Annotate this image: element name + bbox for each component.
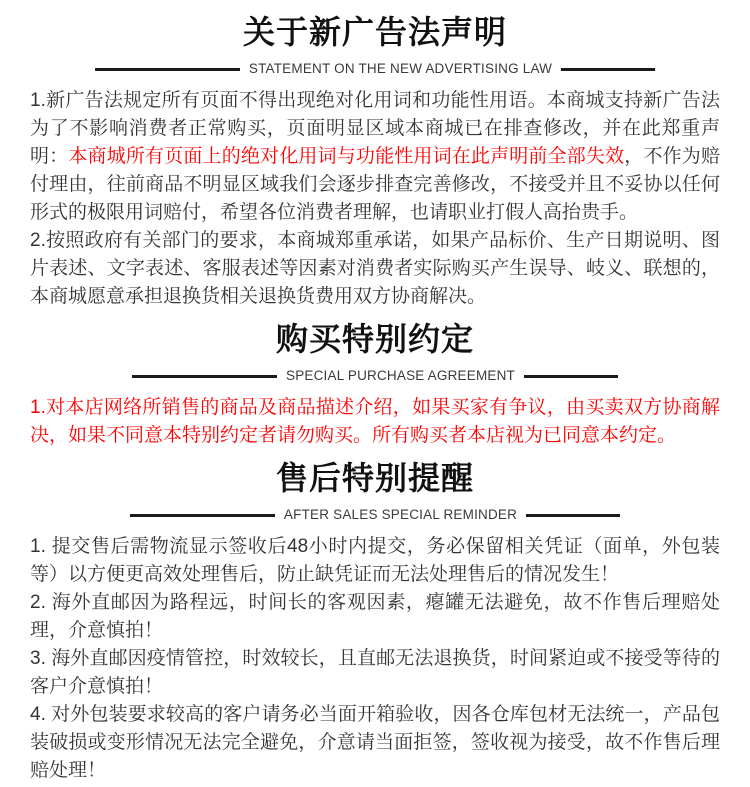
section-divider bbox=[0, 507, 750, 523]
section-body bbox=[0, 394, 750, 450]
paragraph-new-ad-law-1 bbox=[30, 87, 720, 227]
section-title-advertising-law: 关于新广告法声明 bbox=[242, 14, 507, 50]
section-subtitle-advertising-law: STATEMENT ON THE NEW ADVERTISING LAW bbox=[248, 61, 553, 76]
text-segment-highlight-red: 1.对本店网络所销售的商品及商品描述介绍，如果买家有争议，由买卖双方协商解决，如果不同意本特别约定者请勿购买。所有购买者本店视为已同意本约定。 bbox=[30, 397, 720, 446]
text-segment: ，不作为赔付理由，往前商品不明显区域我们会逐步排查完善修改，不接受并且不妥协以任何形式的极限用词赔付，希望各位消费者理解，也请职业打假人高抬贵手。 bbox=[30, 146, 720, 223]
section-subtitle-purchase-agreement: SPECIAL PURCHASE AGREEMENT bbox=[285, 368, 515, 383]
divider-line-left-icon bbox=[130, 514, 275, 517]
section-body bbox=[0, 533, 750, 785]
divider-line-right-icon bbox=[524, 375, 618, 378]
paragraph-new-ad-law-2 bbox=[30, 227, 720, 311]
paragraph-after-sales-2 bbox=[30, 589, 720, 645]
section-subtitle-after-sales: AFTER SALES SPECIAL REMINDER bbox=[283, 507, 518, 522]
text-segment: 3. 海外直邮因疫情管控，时效较长，且直邮无法退换货，时间紧迫或不接受等待的客户介意慎拍！ bbox=[30, 648, 720, 697]
section-divider bbox=[0, 61, 750, 77]
section-title-after-sales: 售后特别提醒 bbox=[275, 460, 474, 496]
paragraph-after-sales-4 bbox=[30, 701, 720, 785]
divider-line-right-icon bbox=[561, 68, 655, 71]
paragraph-after-sales-1 bbox=[30, 533, 720, 589]
text-segment: 4. 对外包装要求较高的客户请务必当面开箱验收，因各仓库包材无法统一，产品包装破损或变形情况无法完全避免，介意请当面拒签，签收视为接受，故不作售后理赔处理！ bbox=[30, 704, 720, 781]
divider-line-left-icon bbox=[132, 375, 277, 378]
text-segment: 2. 海外直邮因为路程远，时间长的客观因素，瘪罐无法避免，故不作售后理赔处理，介意慎拍！ bbox=[30, 592, 720, 641]
section-title-purchase-agreement: 购买特别约定 bbox=[275, 321, 474, 357]
paragraph-purchase-agreement bbox=[30, 394, 720, 450]
section-body bbox=[0, 87, 750, 311]
paragraph-after-sales-3 bbox=[30, 645, 720, 701]
text-segment: 2.按照政府有关部门的要求，本商城郑重承诺，如果产品标价、生产日期说明、图片表述、文字表述、客服表述等因素对消费者实际购买产生误导、岐义、联想的，本商城愿意承担退换货相关退换货费用双方协商解决。 bbox=[30, 230, 720, 307]
section-divider bbox=[0, 368, 750, 384]
text-segment: 1. 提交售后需物流显示签收后48小时内提交，务必保留相关凭证（面单，外包装等）以方便更高效处理售后，防止缺凭证而无法处理售后的情况发生！ bbox=[30, 536, 720, 585]
divider-line-left-icon bbox=[95, 68, 240, 71]
section-after-sales bbox=[0, 458, 750, 785]
divider-line-right-icon bbox=[526, 514, 620, 517]
section-purchase-agreement bbox=[0, 319, 750, 450]
text-segment: 1.新广告法规定所有页面不得出现绝对化用词和功能性用语。本商城支持新广告法为了不影响消费者正常购买，页面明显区域本商城已在排查修改，并在此郑重声明： bbox=[30, 90, 720, 167]
section-advertising-law bbox=[0, 12, 750, 311]
text-segment-highlight-red: 本商城所有页面上的绝对化用词与功能性用词在此声明前全部失效 bbox=[68, 146, 625, 167]
